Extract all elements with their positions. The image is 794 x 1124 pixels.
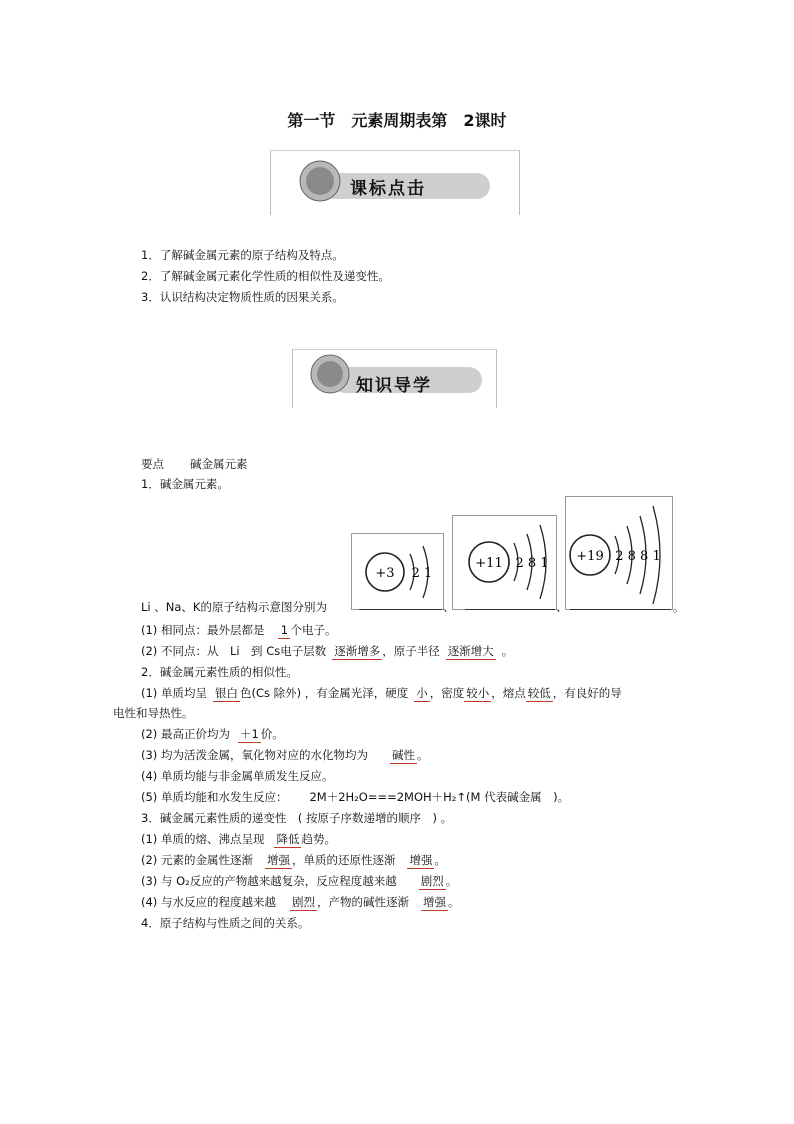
- answer-1: 1: [278, 622, 290, 639]
- separator-2: 、: [556, 600, 568, 614]
- answer-reducibility: 增强: [409, 853, 433, 867]
- line-melting-trend: (1) 单质的熔、沸点呈现 降低 趋势。: [141, 832, 336, 846]
- answer-melting: 较低: [527, 686, 551, 700]
- answer-line-k: [570, 609, 671, 610]
- line-physical-properties-cont: 电性和导热性。: [113, 706, 194, 720]
- answer-radius: 逐渐增大: [447, 644, 494, 658]
- section-label: 要点: [141, 457, 164, 471]
- answer-alkalinity: 增强: [422, 895, 446, 909]
- end-mark-1: 。: [673, 600, 685, 614]
- line-metallicity-trend: (2) 元素的金属性逐渐 增强 ，单质的还原性逐渐 增强 。: [141, 853, 446, 867]
- atom-na-shells: 2 8 1: [515, 556, 549, 571]
- atom-diagram-li: [351, 533, 444, 610]
- reaction-equation: 2M＋2H₂O===2MOH＋H₂↑(M 代表碱金属 )。: [309, 790, 570, 804]
- atom-k-shells: 2 8 8 1: [615, 549, 661, 564]
- structure-text: Li 、Na、K的原子结构示意图分别为: [141, 600, 327, 614]
- section-heading: [141, 456, 248, 472]
- page-title: 第一节 元素周期表第 2课时: [287, 111, 507, 130]
- section-name: 碱金属元素: [190, 457, 248, 471]
- answer-metallicity: 增强: [266, 853, 290, 867]
- answer-color: 银白: [214, 686, 238, 700]
- atom-k-nucleus: +19: [576, 549, 604, 564]
- answer-melting-trend: 降低: [276, 832, 300, 846]
- banner-kebiao: [270, 150, 520, 215]
- atom-diagram-k: [565, 496, 673, 610]
- answer-shells: 逐渐增多: [334, 644, 381, 658]
- line-difference: (2) 不同点：从 Li 到 Cs电子层数 逐渐增多 ，原子半径 逐渐增大 。: [141, 644, 514, 658]
- atom-li-nucleus: +3: [375, 566, 395, 581]
- atom-diagram-na: [452, 515, 557, 610]
- answer-hardness: 小: [416, 686, 428, 700]
- heading-trend: 3．碱金属元素性质的递变性 ( 按原子序数递增的顺序 ) 。: [141, 811, 453, 825]
- answer-oxygen: 剧烈: [420, 874, 444, 888]
- line-valence: (2) 最高正价均为 ＋1 价。: [141, 727, 284, 741]
- line-oxygen-trend: (3) 与 O₂反应的产物越来越复杂，反应程度越来越 剧烈 。: [141, 874, 458, 888]
- answer-valence: ＋1: [239, 727, 259, 741]
- line-physical-properties: (1) 单质均呈 银白 色(Cs 除外) ，有金属光泽，硬度 小 ，密度 较小 ，熔点 较低 ，有良好的导: [141, 686, 622, 700]
- atom-na-nucleus: +11: [475, 556, 503, 571]
- line-water-reaction: (5) 单质均能和水发生反应： 2M＋2H₂O===2MOH＋H₂↑(M 代表碱金属 )。: [141, 790, 570, 804]
- banner-kebiao-label: 课标点击: [350, 179, 426, 199]
- answer-basic: 碱性: [391, 748, 415, 762]
- answer-line-na: [465, 609, 555, 610]
- answer-water: 剧烈: [291, 895, 315, 909]
- line-nonmetal-reaction: (4) 单质均能与非金属单质发生反应。: [141, 769, 334, 783]
- objective-3: 3．认识结构决定物质性质的因果关系。: [141, 290, 344, 304]
- objective-1: 1．了解碱金属元素的原子结构及特点。: [141, 248, 344, 262]
- answer-line-li: [359, 609, 442, 610]
- answer-density: 较小: [466, 686, 490, 700]
- para-alkali-metals: 1．碱金属元素。: [141, 477, 229, 491]
- line-similarity: (1) 相同点：最外层都是 1 个电子。: [141, 623, 337, 637]
- objective-2: 2．了解碱金属元素化学性质的相似性及递变性。: [141, 269, 390, 283]
- heading-similarity: 2．碱金属元素性质的相似性。: [141, 665, 298, 679]
- line-hydroxide: (3) 均为活泼金属，氧化物对应的水化物均为 碱性 。: [141, 748, 429, 762]
- banner-zhishi: [292, 349, 497, 408]
- banner-zhishi-label: 知识导学: [356, 376, 432, 396]
- atom-li-shells: 2 1: [411, 566, 433, 581]
- line-water-trend: (4) 与水反应的程度越来越 剧烈 ，产物的碱性逐渐 增强 。: [141, 895, 460, 909]
- separator-1: 、: [443, 600, 455, 614]
- heading-structure-property: 4．原子结构与性质之间的关系。: [141, 916, 310, 930]
